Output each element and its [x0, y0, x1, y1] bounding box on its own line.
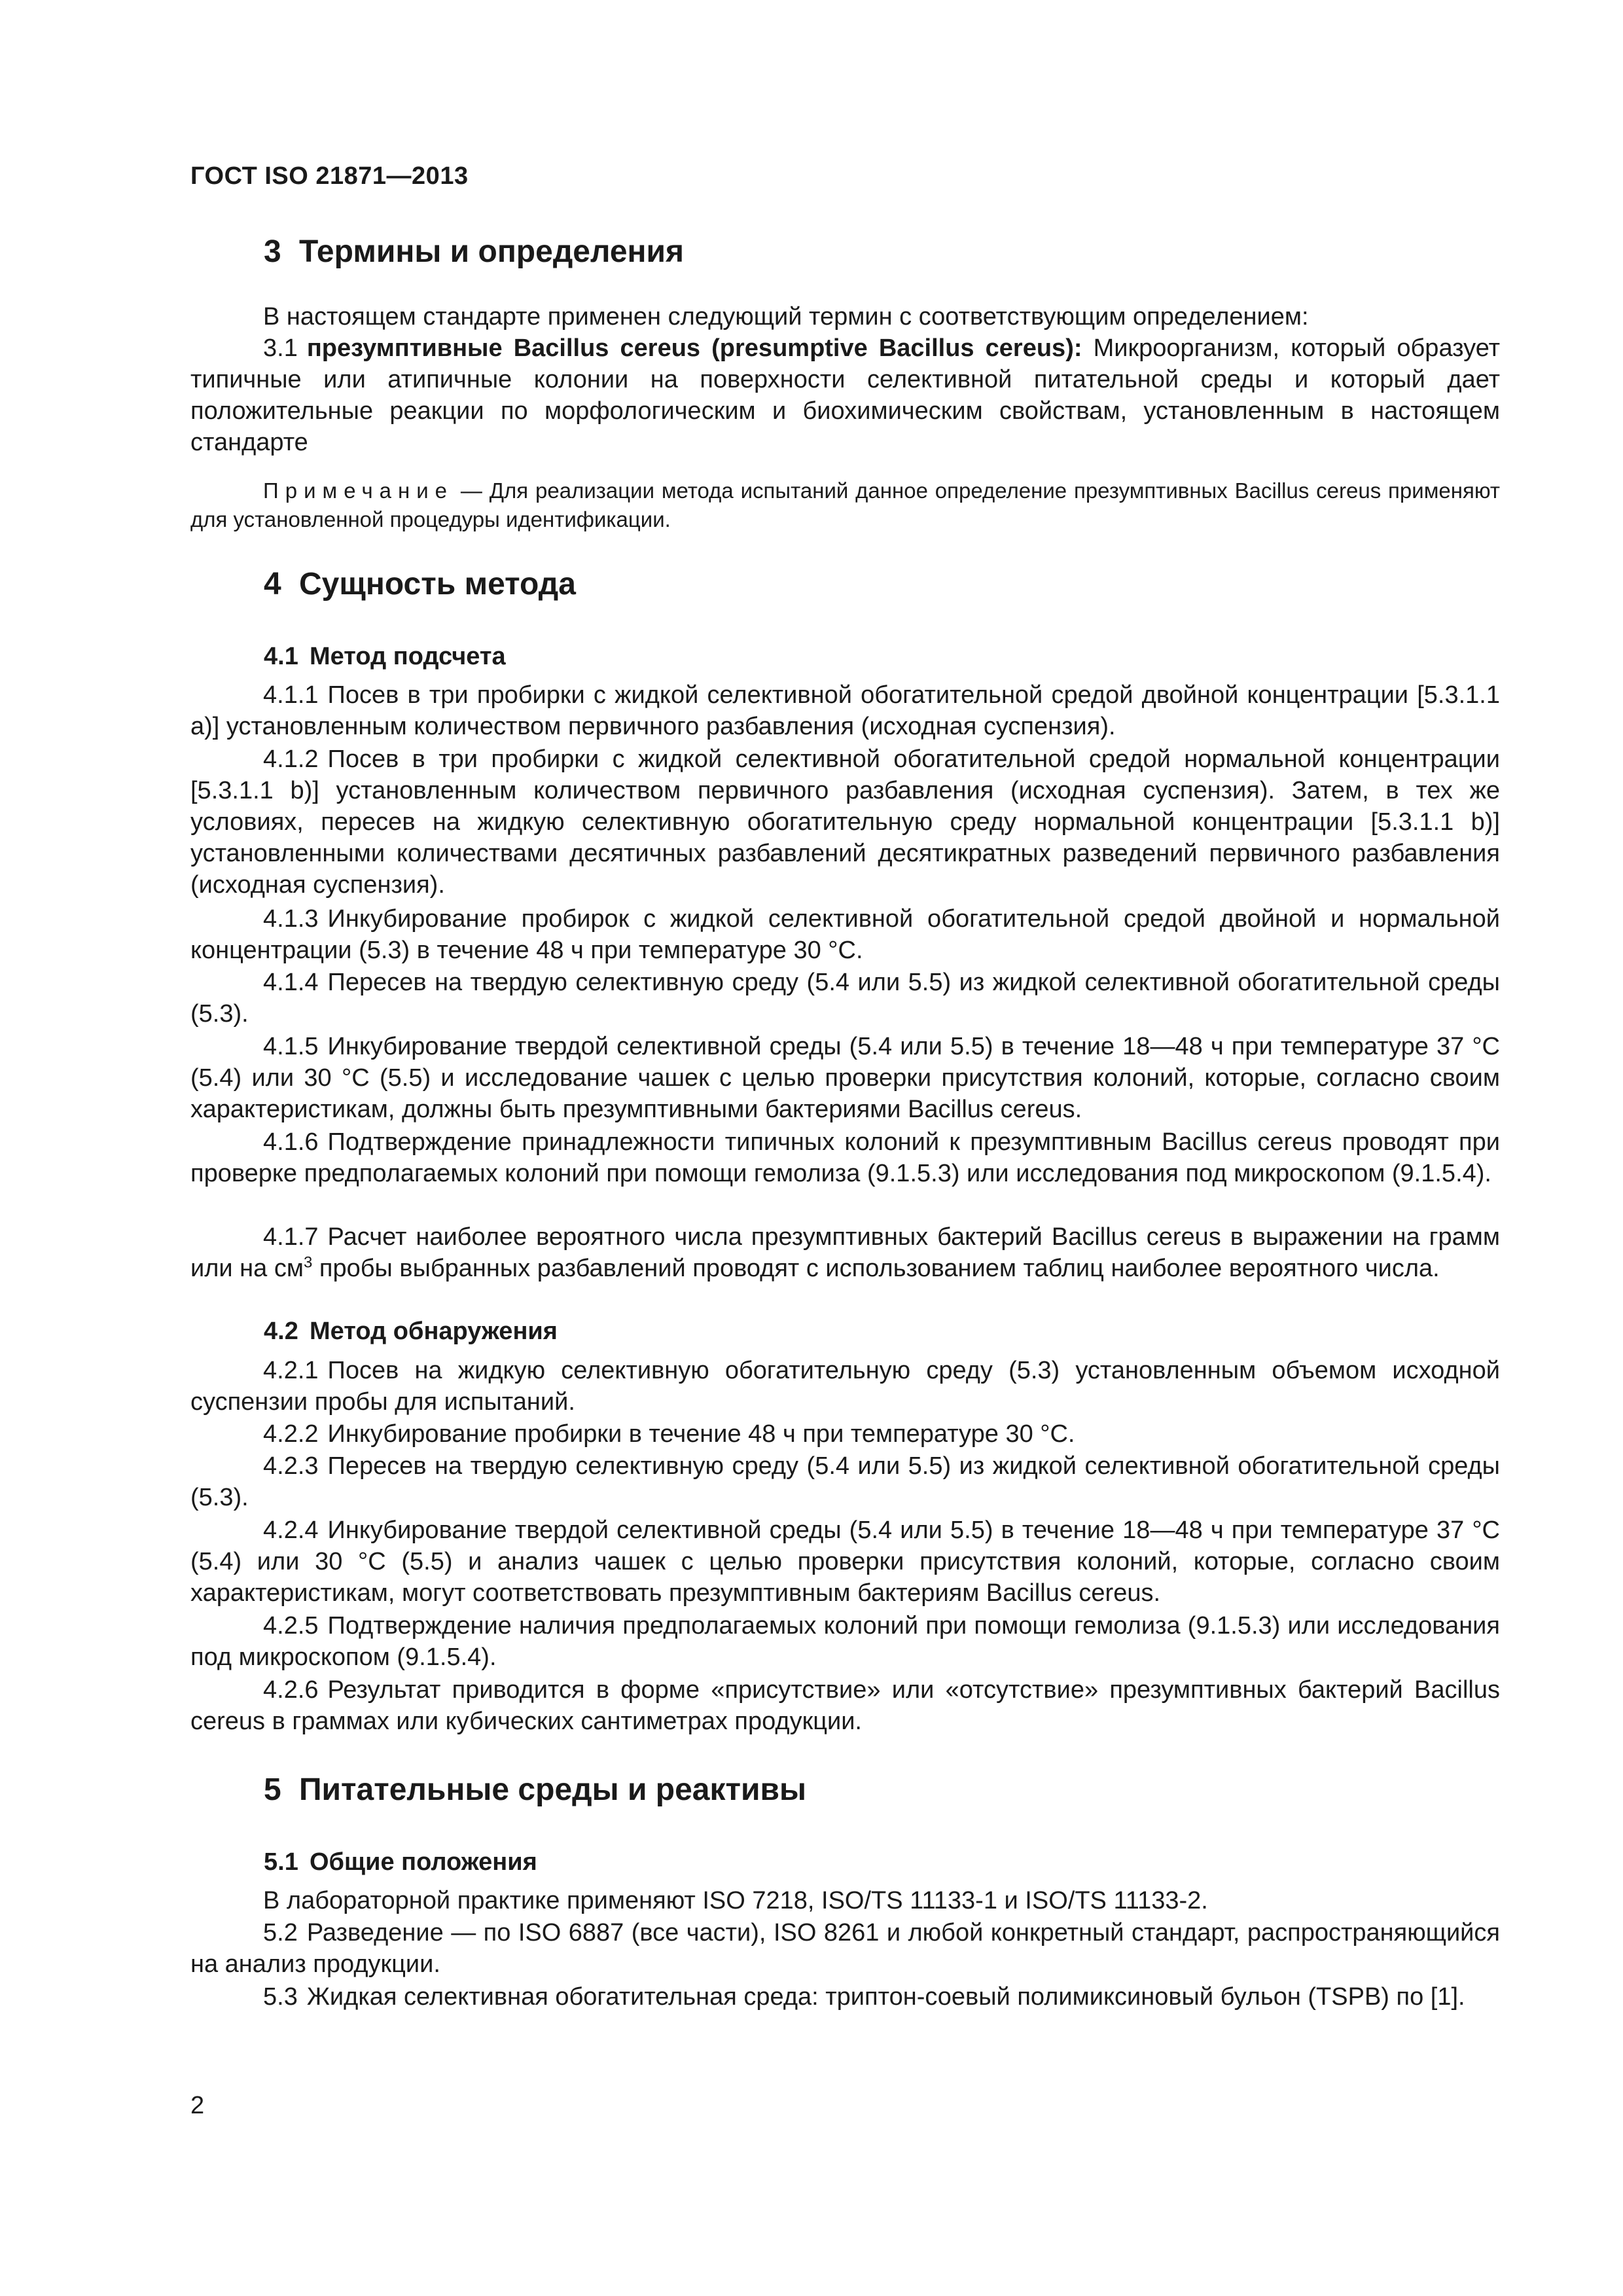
section-3-heading	[264, 234, 684, 270]
paragraph-number: 4.1.6	[263, 1128, 319, 1156]
paragraph-text: Инкубирование твердой селективной среды (5.4 или 5.5) в течение 18—48 ч при температуре 37 °C (5.4) или 30 °C (5.5) и анализ чашек с целью проверки присутствия колоний, которые, согласно своим характеристикам, могут соответствовать презумптивным бактериям Bacillus cereus.	[190, 1516, 1500, 1607]
paragraph-5-3	[190, 1981, 1500, 2013]
note-label: Примечание	[263, 478, 454, 503]
paragraph-text: Посев в три пробирки с жидкой селективной обогатительной средой нормальной концентрации [5.3.1.1 b)] установленным количеством первичного разбавления (исходная суспензия). Затем, в тех же условиях, пересев на жидкую селективную обогатительную среду нормальной концентрации [5.3.1.1 b)] установленными количествами десятичных разбавлений десятикратных разведений первичного разбавления (исходная суспензия).	[190, 745, 1500, 899]
paragraph-number: 4.2.2	[263, 1420, 319, 1448]
paragraph-4-2-3	[190, 1450, 1500, 1513]
section-4-heading	[264, 566, 576, 602]
subsection-title: Общие положения	[310, 1848, 537, 1876]
paragraph-4-2-1	[190, 1355, 1500, 1418]
paragraph-text: Посев в три пробирки с жидкой селективной обогатительной средой двойной концентрации [5.3.1.1 a)] установленным количеством первичного разбавления (исходная суспензия).	[190, 681, 1500, 740]
paragraph-number: 4.1.4	[263, 969, 319, 996]
paragraph-number: 4.2.1	[263, 1357, 319, 1384]
paragraph-text-continued: пробы выбранных разбавлений проводят с использованием таблиц наиболее вероятного числа.	[312, 1255, 1440, 1282]
paragraph-4-1-6	[190, 1126, 1500, 1189]
paragraph-number: 4.1.1	[263, 681, 319, 709]
paragraph-4-1-5	[190, 1031, 1500, 1125]
section-5-heading	[264, 1772, 806, 1808]
paragraph-text: Пересев на твердую селективную среду (5.4 или 5.5) из жидкой селективной обогатительной среды (5.3).	[190, 969, 1500, 1028]
paragraph-number: 5.3	[263, 1983, 298, 2011]
paragraph-number: 4.1.2	[263, 745, 319, 773]
section-number: 3	[264, 234, 281, 269]
paragraph-intro	[190, 301, 1500, 332]
subsection-number: 4.1	[264, 643, 298, 670]
subsection-number: 5.1	[264, 1848, 298, 1876]
section-number: 5	[264, 1772, 281, 1807]
paragraph-number: 4.2.3	[263, 1452, 319, 1480]
section-number: 4	[264, 567, 281, 601]
paragraph-4-1-7	[190, 1221, 1500, 1284]
paragraph-text: Инкубирование пробирок с жидкой селективной обогатительной средой двойной и нормальной концентрации (5.3) в течение 48 ч при температуре 30 °C.	[190, 905, 1500, 964]
note	[190, 476, 1500, 534]
section-title: Сущность метода	[299, 567, 576, 601]
subsection-5-1-heading	[264, 1848, 537, 1876]
paragraph-4-2-4	[190, 1515, 1500, 1609]
paragraph-text: Инкубирование пробирки в течение 48 ч при температуре 30 °C.	[327, 1420, 1075, 1448]
section-title: Питательные среды и реактивы	[299, 1772, 807, 1807]
paragraph-3-1	[190, 332, 1500, 458]
subsection-4-2-heading	[264, 1318, 558, 1346]
paragraph-text: Инкубирование твердой селективной среды (5.4 или 5.5) в течение 18—48 ч при температуре 37 °C (5.4) или 30 °C (5.5) и исследование чашек с целью проверки присутствия колоний, которые, согласно своим характеристикам, должны быть презумптивными бактериями Bacillus cereus.	[190, 1033, 1500, 1123]
subsection-title: Метод обнаружения	[310, 1318, 558, 1345]
paragraph-5-2	[190, 1917, 1500, 1980]
paragraph-number: 4.1.3	[263, 905, 319, 933]
term: презумптивные Bacillus cereus (presumptive Bacillus cereus):	[306, 334, 1082, 362]
page-number: 2	[190, 2092, 205, 2119]
paragraph-number: 4.1.7	[263, 1223, 319, 1251]
section-title: Термины и определения	[299, 234, 685, 269]
paragraph-text: Пересев на твердую селективную среду (5.4 или 5.5) из жидкой селективной обогатительной среды (5.3).	[190, 1452, 1500, 1511]
paragraph-text: Расчет наиболее вероятного числа презумптивных бактерий Bacillus cereus в выражении на грамм или на см	[190, 1223, 1500, 1282]
paragraph-text: Подтверждение наличия предполагаемых колоний при помощи гемолиза (9.1.5.3) или исследования под микроскопом (9.1.5.4).	[190, 1612, 1500, 1671]
paragraph-4-1-1	[190, 679, 1500, 742]
paragraph-number: 4.2.5	[263, 1612, 319, 1640]
paragraph-number: 5.2	[263, 1919, 298, 1946]
paragraph-4-1-3	[190, 903, 1500, 966]
paragraph-text: В лабораторной практике применяют ISO 7218, ISO/TS 11133-1 и ISO/TS 11133-2.	[263, 1887, 1208, 1914]
subsection-number: 4.2	[264, 1318, 298, 1345]
definition-text: Микроорганизм, который образует типичные или атипичные колонии на поверхности селективной питательной среды и который дает положительные реакции по морфологическим и биохимическим свойствам, установленным в настоящем стандарте	[190, 334, 1500, 456]
subsection-4-1-heading	[264, 643, 506, 671]
subsection-title: Метод подсчета	[310, 643, 506, 670]
paragraph-text: Результат приводится в форме «присутствие» или «отсутствие» презумптивных бактерий Bacillus cereus в граммах или кубических сантиметрах продукции.	[190, 1676, 1500, 1735]
paragraph-4-1-4	[190, 967, 1500, 1030]
superscript: 3	[304, 1253, 313, 1272]
paragraph-4-2-6	[190, 1674, 1500, 1737]
paragraph-4-2-5	[190, 1610, 1500, 1673]
note-text: — Для реализации метода испытаний данное определение презумптивных Bacillus cereus применяют для установленной процедуры идентификации.	[190, 478, 1500, 531]
paragraph-number: 4.1.5	[263, 1033, 319, 1060]
paragraph-4-2-2	[190, 1418, 1500, 1450]
paragraph-text: Жидкая селективная обогатительная среда: триптон-соевый полимиксиновый бульон (TSPB) по [1].	[306, 1983, 1465, 2011]
paragraph-4-1-2	[190, 744, 1500, 901]
paragraph-text: Подтверждение принадлежности типичных колоний к презумптивным Bacillus cereus проводят при проверке предполагаемых колоний при помощи гемолиза (9.1.5.3) или исследования под микроскопом (9.1.5.4).	[190, 1128, 1500, 1187]
paragraph-text: Разведение — по ISO 6887 (все части), ISO 8261 и любой конкретный стандарт, распространяющийся на анализ продукции.	[190, 1919, 1500, 1978]
paragraph-number: 4.2.6	[263, 1676, 319, 1704]
paragraph-number: 3.1	[263, 334, 298, 362]
paragraph-text: В настоящем стандарте применен следующий термин с соответствующим определением:	[263, 303, 1309, 331]
document-header: ГОСТ ISO 21871—2013	[190, 162, 469, 190]
paragraph-text: Посев на жидкую селективную обогатительную среду (5.3) установленным объемом исходной суспензии пробы для испытаний.	[190, 1357, 1500, 1416]
paragraph-5-1	[190, 1885, 1500, 1916]
paragraph-number: 4.2.4	[263, 1516, 319, 1544]
